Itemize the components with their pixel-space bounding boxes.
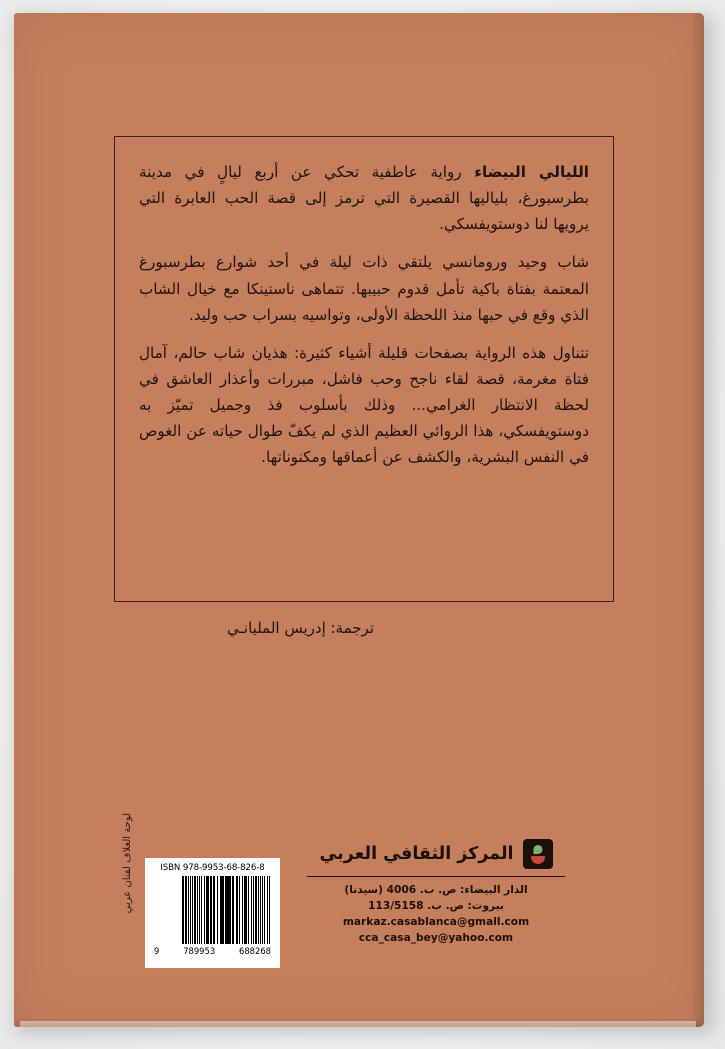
- publisher-logo-row: [286, 839, 586, 869]
- isbn-text: [151, 863, 274, 873]
- isbn-label: ISBN: [160, 863, 181, 873]
- blurb-paragraph-3: تتناول هذه الرواية بصفحات قليلة أشياء كثيرة: هذيان شاب حالم، آمال فتاة مغرمة، قصة لقاء ناجح وحب فاشل، مبررات وأعذار العاشق في لحظة الانتظار الغرامي... وذلك بأسلوب فذ وجميل تميّز به دوستويفسكي، هذا الروائي العظيم الذي لم يكفّ طوال حياته عن الغوص في النفس البشرية، والكشف عن أعماقها ومكنوناتها.: [139, 343, 589, 467]
- barcode-digit-left: 9: [154, 946, 160, 956]
- publisher-address-line-2: بيروت: ص. ب. 113/5158: [368, 899, 504, 912]
- publisher-name: المركز الثقافي العربي: [319, 844, 514, 864]
- barcode-digits: [151, 946, 274, 956]
- book-back-cover: [14, 13, 704, 1027]
- blurb-paragraph-2: شاب وحيد ورومانسي يلتقي ذات ليلة في أحد شوارع بطرسبورغ المعتمة بفتاة باكية تأمل قدوم حبيبها. تتماهى ناستينكا مع خيال الشاب الذي وقع في حبها منذ اللحظة الأولى، وتواسيه بسراب حب وليد.: [139, 253, 589, 324]
- publisher-address-line-1: الدار البيضاء: ص. ب. 4006 (سيدنا): [344, 884, 528, 896]
- publisher-block: [286, 839, 586, 947]
- publisher-email-1: markaz.casablanca@gmall.com: [342, 915, 530, 928]
- barcode-digit-mid: 789953: [183, 946, 216, 956]
- page-block-edge: [20, 1021, 696, 1027]
- publisher-email-2: cca_casa_bey@yahoo.com: [358, 931, 514, 944]
- translator-credit: ترجمة: إدريس المليانـي: [227, 619, 374, 637]
- barcode-digit-right: 688268: [239, 946, 271, 956]
- isbn-number: 978-9953-68-826-8: [182, 863, 265, 873]
- publisher-leaf-logo-icon: [523, 839, 553, 869]
- blurb-frame: [114, 136, 614, 602]
- spine-edge: [690, 13, 704, 1027]
- book-title-inline: الليالي البيضاء: [474, 163, 590, 181]
- cover-artwork-credit: لوحة الغلاف لفنان عربي: [122, 813, 133, 914]
- blurb-paragraph-1-text: رواية عاطفية تحكي عن أربع ليالٍ في مدينة بطرسبورغ، بلياليها القصيرة التي ترمز إلى قصة الحب العابرة التي يرويها لنا دوستويفسكي.: [139, 163, 589, 234]
- barcode-bars: [151, 876, 274, 944]
- publisher-divider: [307, 876, 565, 877]
- barcode-block: [145, 858, 280, 968]
- blurb-paragraph-1: [139, 159, 589, 237]
